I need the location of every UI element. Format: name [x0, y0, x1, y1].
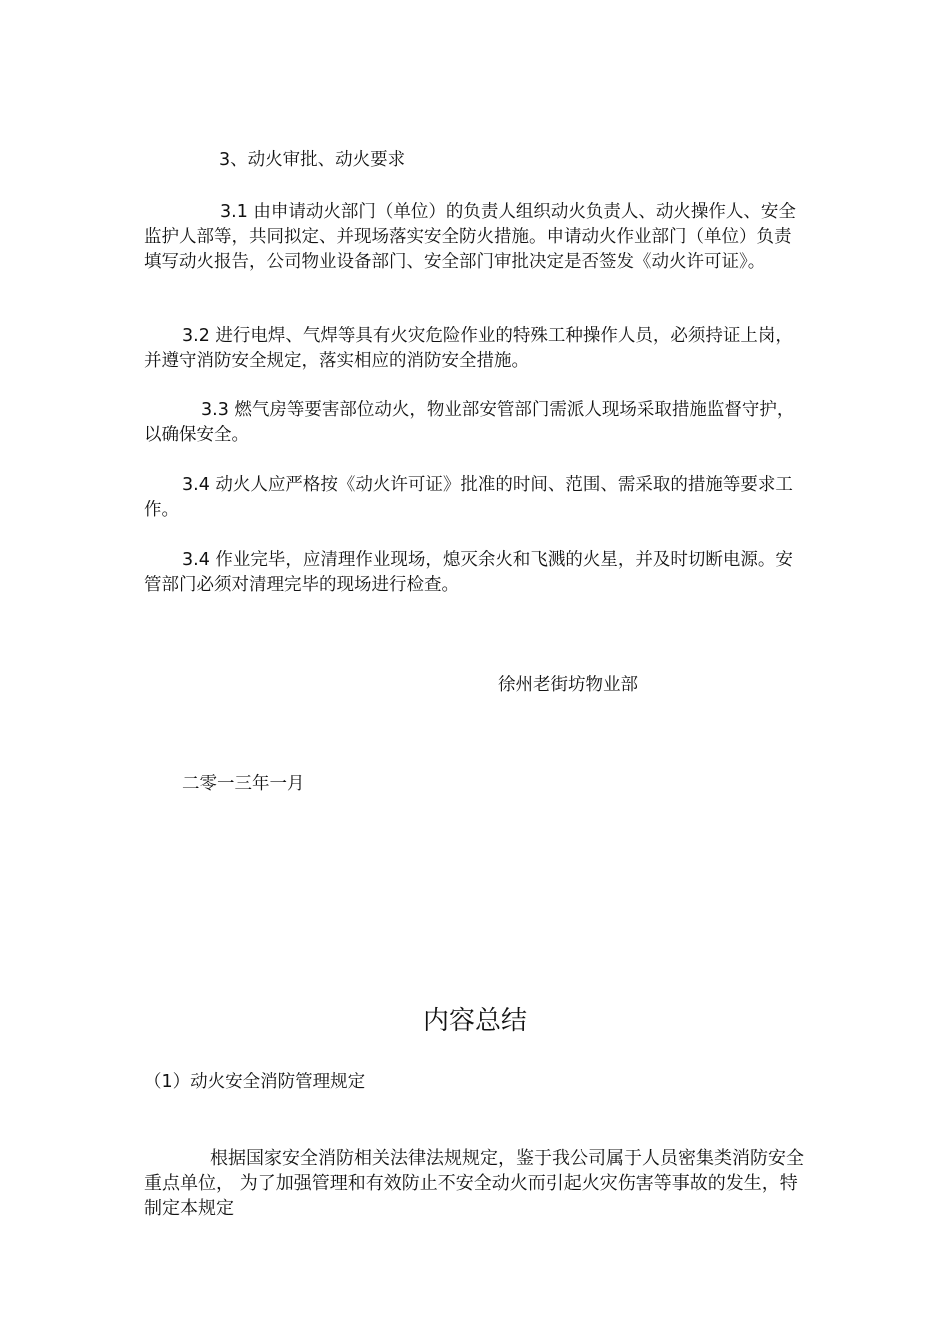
paragraph-3-4-first: 3.4 动火人应严格按《动火许可证》批准的时间、范围、需采取的措施等要求工作。 [144, 475, 793, 520]
document-date: 二零一三年一月 [182, 774, 305, 794]
summary-title: 内容总结 [422, 1006, 527, 1036]
paragraph-3-1: 3.1 由申请动火部门（单位）的负责人组织动火负责人、动火操作人、安全监护人部等，共同拟定、并现场落实安全防火措施。申请动火作业部门（单位）负责填写动火报告，公司物业设备部门、安全部门审批决定是否签发《动火许可证》。 [144, 202, 796, 272]
summary-subtitle: （1）动火安全消防管理规定 [144, 1072, 366, 1092]
paragraph-3-3: 3.3 燃气房等要害部位动火，物业部安管部门需派人现场采取措施监督守护，以确保安全。 [144, 400, 795, 445]
summary-body: 根据国家安全消防相关法律法规规定，鉴于我公司属于人员密集类消防安全重点单位， 为了加强管理和有效防止不安全动火而引起火灾伤害等事故的发生，特制定本规定 [144, 1148, 804, 1219]
section-heading: 3、动火审批、动火要求 [219, 150, 406, 170]
paragraph-3-4-second: 3.4 作业完毕，应清理作业现场，熄灭余火和飞溅的火星，并及时切断电源。安管部门必须对清理完毕的现场进行检查。 [144, 550, 793, 595]
paragraph-3-2: 3.2 进行电焊、气焊等具有火灾危险作业的特殊工种操作人员，必须持证上岗，并遵守消防安全规定，落实相应的消防安全措施。 [144, 326, 793, 371]
signature: 徐州老街坊物业部 [498, 675, 638, 695]
